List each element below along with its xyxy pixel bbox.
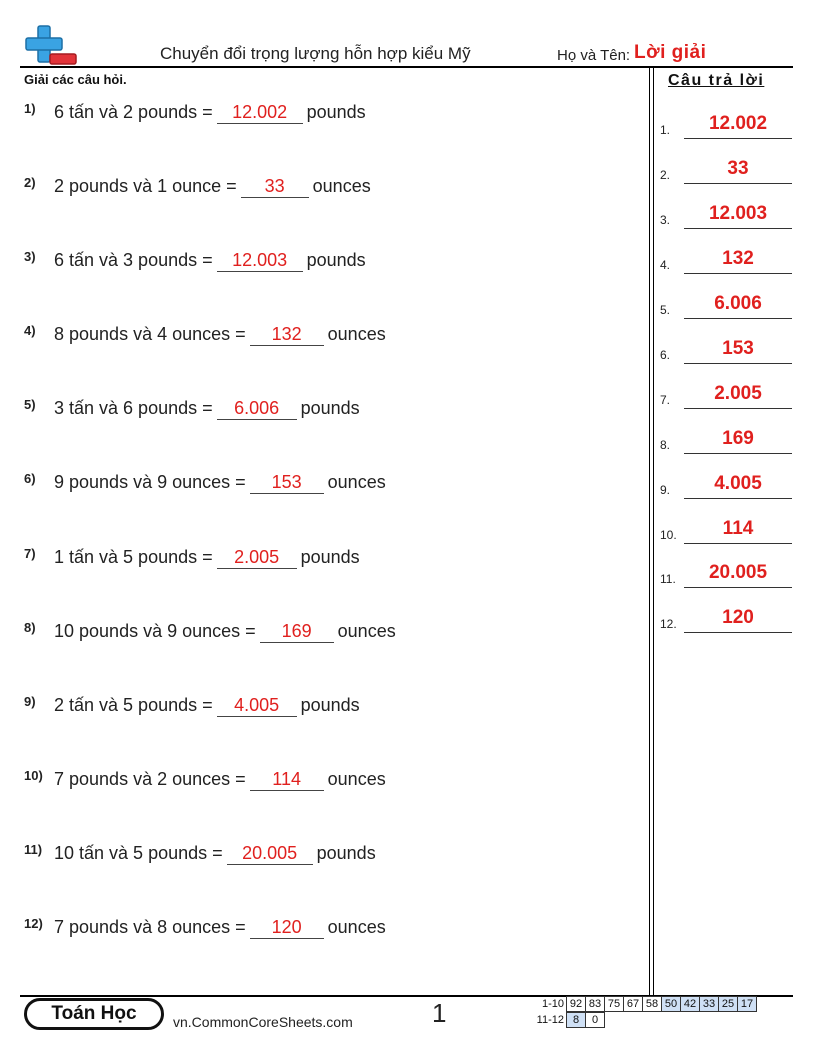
answer-blank[interactable]: 2.005 <box>217 546 297 569</box>
answer-key-item: 10. 114 <box>660 514 792 544</box>
score-table <box>532 996 757 1028</box>
name-value: Lời giải <box>634 42 707 63</box>
brand-badge: Toán Học <box>24 998 164 1030</box>
question-12: 12) 7 pounds và 8 ounces = 120 ounces <box>24 916 386 937</box>
answer-key-item: 12. 120 <box>660 603 792 633</box>
question-3: 3) 6 tấn và 3 pounds = 12.003 pounds <box>24 249 366 270</box>
score-cell: 17 <box>737 996 757 1012</box>
score-cell: 58 <box>642 996 662 1012</box>
answer-blank[interactable]: 120 <box>250 916 324 939</box>
answer-blank[interactable]: 6.006 <box>217 397 297 420</box>
question-6: 6) 9 pounds và 9 ounces = 153 ounces <box>24 471 386 492</box>
answer-key-item: 9. 4.005 <box>660 469 792 499</box>
answer-key-item: 1. 12.002 <box>660 109 792 139</box>
page-number: 1 <box>432 998 447 1028</box>
column-divider-right <box>653 66 654 996</box>
answer-key-item: 4. 132 <box>660 244 792 274</box>
question-10: 10) 7 pounds và 2 ounces = 114 ounces <box>24 768 386 789</box>
score-row-1-10: 1-10 92 83 75 67 58 50 42 33 25 17 <box>532 996 757 1012</box>
answer-blank[interactable]: 20.005 <box>227 842 313 865</box>
question-9: 9) 2 tấn và 5 pounds = 4.005 pounds <box>24 694 360 715</box>
answer-key-item: 2. 33 <box>660 154 792 184</box>
column-divider-left <box>649 66 650 996</box>
logo-plus-minus-icon <box>22 24 80 68</box>
score-cell: 25 <box>718 996 738 1012</box>
answer-key-header: Câu trả lời <box>668 72 765 89</box>
answer-blank[interactable]: 114 <box>250 768 324 791</box>
question-11: 11) 10 tấn và 5 pounds = 20.005 pounds <box>24 842 376 863</box>
question-2: 2) 2 pounds và 1 ounce = 33 ounces <box>24 175 371 196</box>
question-8: 8) 10 pounds và 9 ounces = 169 ounces <box>24 620 396 641</box>
score-cell: 75 <box>604 996 624 1012</box>
answer-blank[interactable]: 169 <box>260 620 334 643</box>
answer-key-item: 6. 153 <box>660 334 792 364</box>
answer-blank[interactable]: 12.002 <box>217 101 303 124</box>
score-cell: 67 <box>623 996 643 1012</box>
instructions: Giải các câu hỏi. <box>24 72 127 87</box>
answer-blank[interactable]: 4.005 <box>217 694 297 717</box>
score-cell: 0 <box>585 1012 605 1028</box>
score-cell: 8 <box>566 1012 586 1028</box>
page-title: Chuyển đổi trọng lượng hỗn hợp kiểu Mỹ <box>160 44 471 63</box>
answer-blank[interactable]: 33 <box>241 175 309 198</box>
header-divider <box>20 66 793 68</box>
score-cell: 83 <box>585 996 605 1012</box>
score-cell: 42 <box>680 996 700 1012</box>
question-7: 7) 1 tấn và 5 pounds = 2.005 pounds <box>24 546 360 567</box>
site-url[interactable]: vn.CommonCoreSheets.com <box>173 1014 353 1030</box>
question-5: 5) 3 tấn và 6 pounds = 6.006 pounds <box>24 397 360 418</box>
answer-key-item: 11. 20.005 <box>660 558 792 588</box>
name-label: Họ và Tên: <box>557 47 631 64</box>
score-row-11-12: 11-12 8 0 <box>532 1012 757 1028</box>
score-cell: 92 <box>566 996 586 1012</box>
score-cell: 50 <box>661 996 681 1012</box>
answer-blank[interactable]: 153 <box>250 471 324 494</box>
answer-blank[interactable]: 12.003 <box>217 249 303 272</box>
score-cell: 33 <box>699 996 719 1012</box>
answer-blank[interactable]: 132 <box>250 323 324 346</box>
answer-key-item: 5. 6.006 <box>660 289 792 319</box>
answer-key-item: 3. 12.003 <box>660 199 792 229</box>
question-4: 4) 8 pounds và 4 ounces = 132 ounces <box>24 323 386 344</box>
answer-key-item: 7. 2.005 <box>660 379 792 409</box>
answer-key-item: 8. 169 <box>660 424 792 454</box>
question-1: 1) 6 tấn và 2 pounds = 12.002 pounds <box>24 101 366 122</box>
